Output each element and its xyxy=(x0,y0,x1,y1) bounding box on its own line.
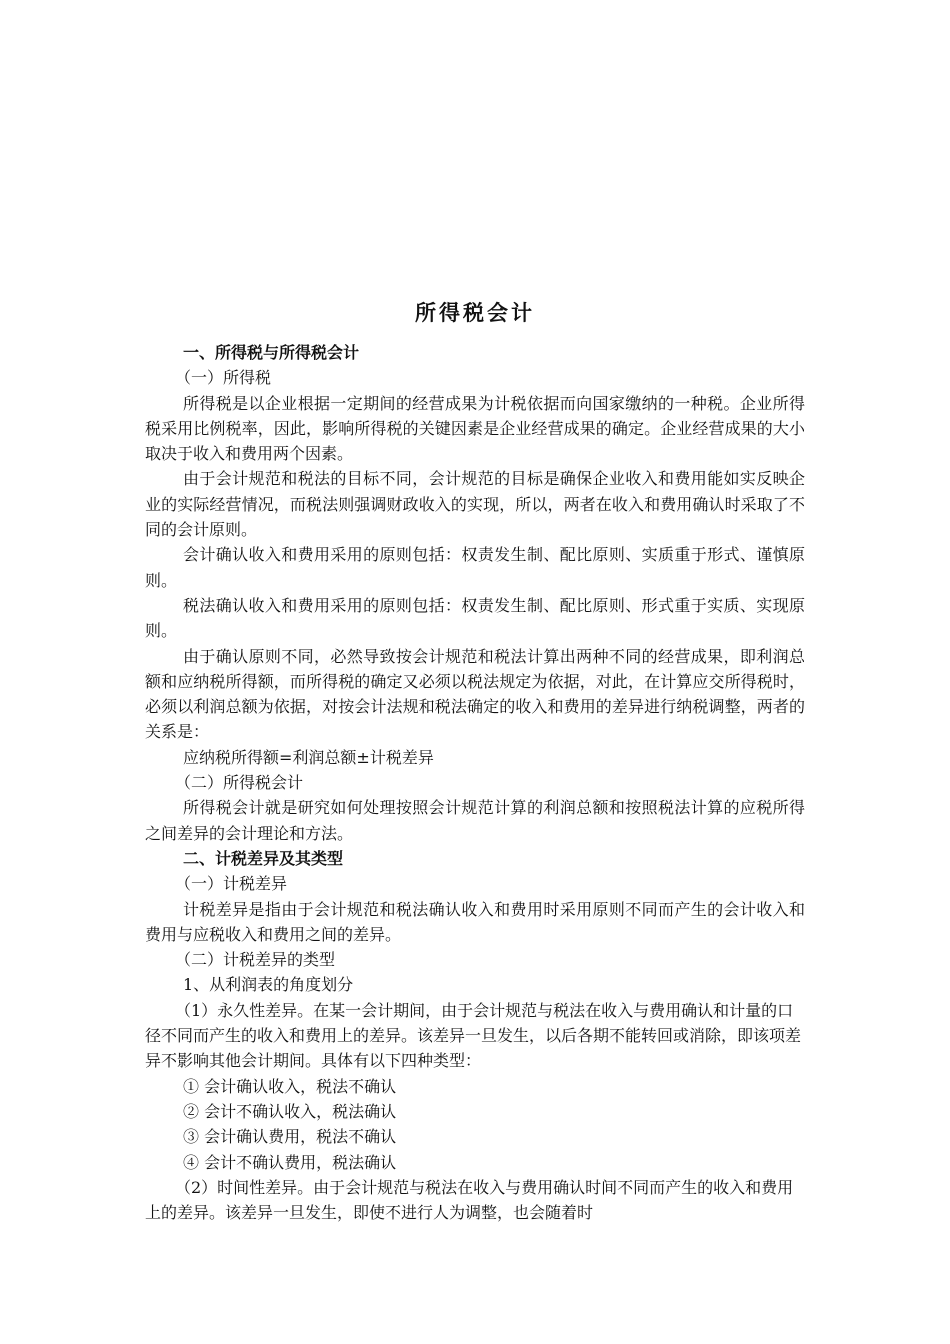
section-heading-1: 一、所得税与所得税会计 xyxy=(183,343,360,362)
list-item: ③ 会计确认费用，税法不确认 xyxy=(183,1127,397,1147)
document-body xyxy=(145,340,805,1225)
paragraph: 由于确认原则不同，必然导致按会计规范和税法计算出两种不同的经营成果，即利润总额和应纳税所得额，而所得税的确定又必须以税法规定为依据，对此，在计算应交所得税时，必须以利润总额为依据，对按会计法规和税法确定的收入和费用的差异进行纳税调整，两者的关系是： xyxy=(145,646,805,742)
paragraph: 税法确认收入和费用采用的原则包括：权责发生制、配比原则、形式重于实质、实现原则。 xyxy=(145,595,805,641)
list-item: ② 会计不确认收入，税法确认 xyxy=(183,1101,397,1121)
document-title: 所得税会计 xyxy=(415,300,535,325)
list-item: ④ 会计不确认费用，税法确认 xyxy=(183,1152,397,1172)
subsection-heading: （一）计税差异 xyxy=(175,874,288,894)
numbered-heading: 1、从利润表的角度划分 xyxy=(183,975,354,995)
paragraph: 由于会计规范和税法的目标不同，会计规范的目标是确保企业收入和费用能如实反映企业的实际经营情况，而税法则强调财政收入的实现，所以，两者在收入和费用确认时采取了不同的会计原则。 xyxy=(145,469,805,540)
document-page xyxy=(145,296,805,1225)
section-heading-2: 二、计税差异及其类型 xyxy=(183,848,344,868)
paragraph: 所得税是以企业根据一定期间的经营成果为计税依据而向国家缴纳的一种税。企业所得税采用比例税率，因此，影响所得税的关键因素是企业经营成果的确定。企业经营成果的大小取决于收入和费用两个因素。 xyxy=(145,393,805,464)
paragraph: （2）时间性差异。由于会计规范与税法在收入与费用确认时间不同而产生的收入和费用上的差异。该差异一旦发生，即使不进行人为调整，也会随着时 xyxy=(145,1177,794,1223)
paragraph: 会计确认收入和费用采用的原则包括：权责发生制、配比原则、实质重于形式、谨慎原则。 xyxy=(145,545,805,590)
paragraph: 计税差异是指由于会计规范和税法确认收入和费用时采用原则不同而产生的会计收入和费用与应税收入和费用之间的差异。 xyxy=(145,899,805,944)
subsection-heading: （二）计税差异的类型 xyxy=(175,950,336,970)
list-item: ① 会计确认收入，税法不确认 xyxy=(183,1076,397,1096)
paragraph: 所得税会计就是研究如何处理按照会计规范计算的利润总额和按照税法计算的应税所得之间差异的会计理论和方法。 xyxy=(145,798,805,843)
paragraph: （1）永久性差异。在某一会计期间，由于会计规范与税法在收入与费用确认和计量的口径不同而产生的收入和费用上的差异。该差异一旦发生，以后各期不能转回或消除，即该项差异不影响其他会计期间。具体有以下四种类型： xyxy=(145,1000,802,1071)
subsection-heading: （一）所得税 xyxy=(175,368,272,388)
formula-line: 应纳税所得额=利润总额±计税差异 xyxy=(183,747,434,767)
subsection-heading: （二）所得税会计 xyxy=(175,773,304,793)
